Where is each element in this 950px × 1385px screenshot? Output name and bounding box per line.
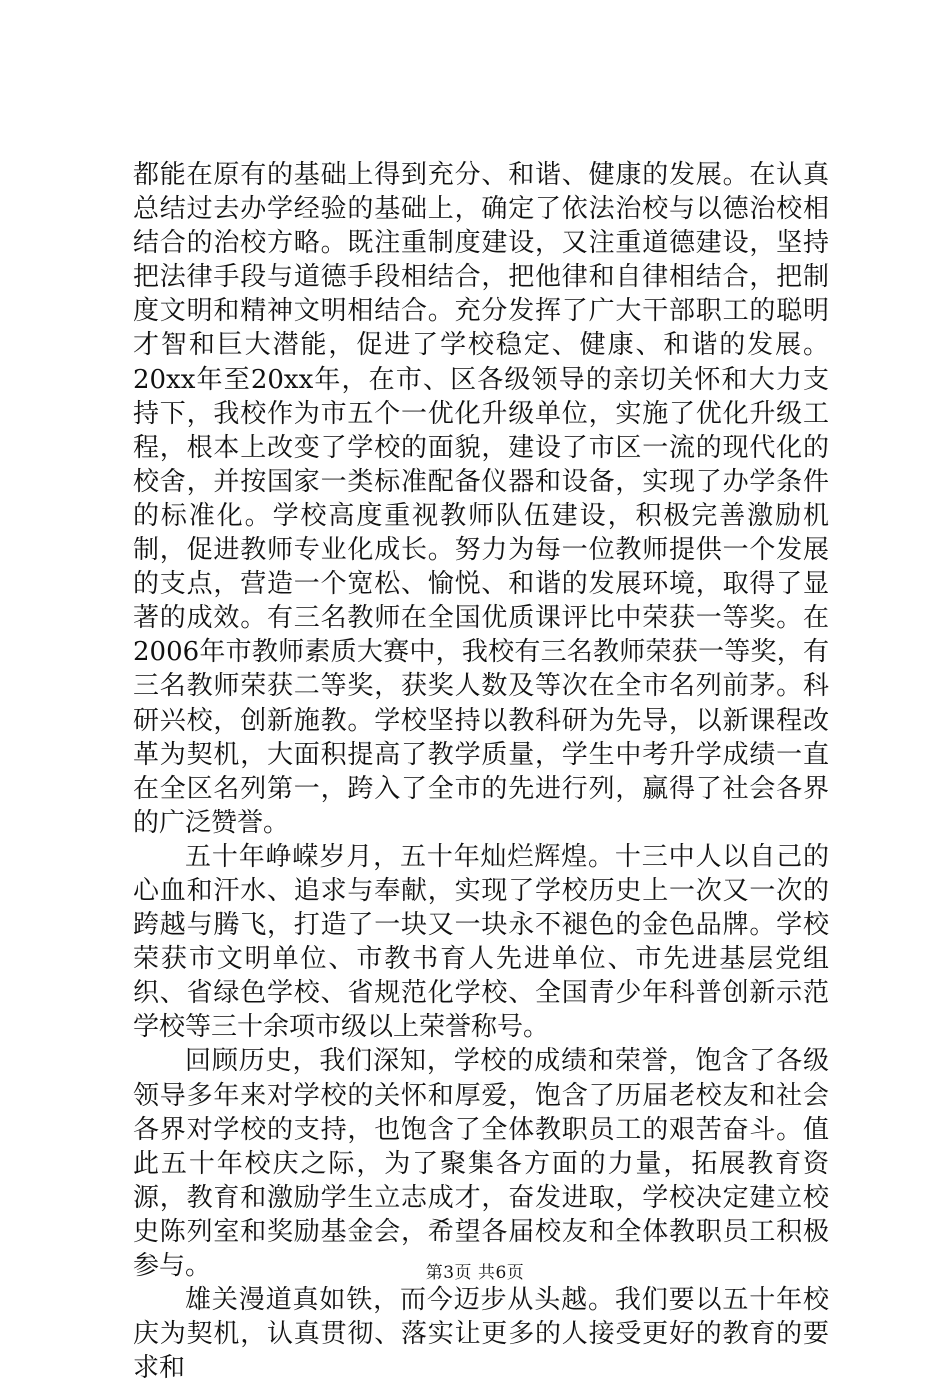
paragraph-history: 五十年峥嵘岁月，五十年灿烂辉煌。十三中人以自己的心血和汗水、追求与奉献，实现了学校历史上一次又一次的跨越与腾飞，打造了一块又一块永不褪色的金色品牌。学校荣获市文明单位、市教书育人先进单位、市先进基层党组织、省绿色学校、省规范化学校、全国青少年科普创新示范学校等三十余项市级以上荣誉称号。 [133, 841, 829, 1043]
page-footer: 第3页 共6页 [425, 1263, 525, 1283]
paragraph-review: 回顾历史，我们深知，学校的成绩和荣誉，饱含了各级领导多年来对学校的关怀和厚爱，饱含了历届老校友和社会各界对学校的支持，也饱含了全体教职员工的艰苦奋斗。值此五十年校庆之际，为了聚集各方面的力量，拓展教育资源，教育和激励学生立志成才，奋发进取，学校决定建立校史陈列室和奖励基金会，希望各届校友和全体教职员工积极参与。 [133, 1046, 829, 1281]
paragraph-continuation: 都能在原有的基础上得到充分、和谐、健康的发展。在认真总结过去办学经验的基础上，确定了依法治校与以德治校相结合的治校方略。既注重制度建设，又注重道德建设，坚持把法律手段与道德手段相结合，把他律和自律相结合，把制度文明和精神文明相结合。充分发挥了广大干部职工的聪明才智和巨大潜能，促进了学校稳定、健康、和谐的发展。20xx年至20xx年，在市、区各级领导的亲切关怀和大力支持下，我校作为市五个一优化升级单位，实施了优化升级工程，根本上改变了学校的面貌，建设了市区一流的现代化的校舍，并按国家一类标准配备仪器和设备，实现了办学条件的标准化。学校高度重视教师队伍建设，积极完善激励机制，促进教师专业化成长。努力为每一位教师提供一个发展的支点，营造一个宽松、愉悦、和谐的发展环境，取得了显著的成效。有三名教师在全国优质课评比中荣获一等奖。在2006年市教师素质大赛中，我校有三名教师荣获一等奖，有三名教师荣获二等奖，获奖人数及等次在全市名列前茅。科研兴校，创新施教。学校坚持以教科研为先导，以新课程改革为契机，大面积提高了教学质量，学生中考升学成绩一直在全区名列第一，跨入了全市的先进行列，赢得了社会各界的广泛赞誉。 [133, 160, 829, 838]
paragraph-future: 雄关漫道真如铁，而今迈步从头越。我们要以五十年校庆为契机，认真贯彻、落实让更多的人接受更好的教育的要求和 [133, 1285, 829, 1384]
document-body [133, 158, 829, 1385]
